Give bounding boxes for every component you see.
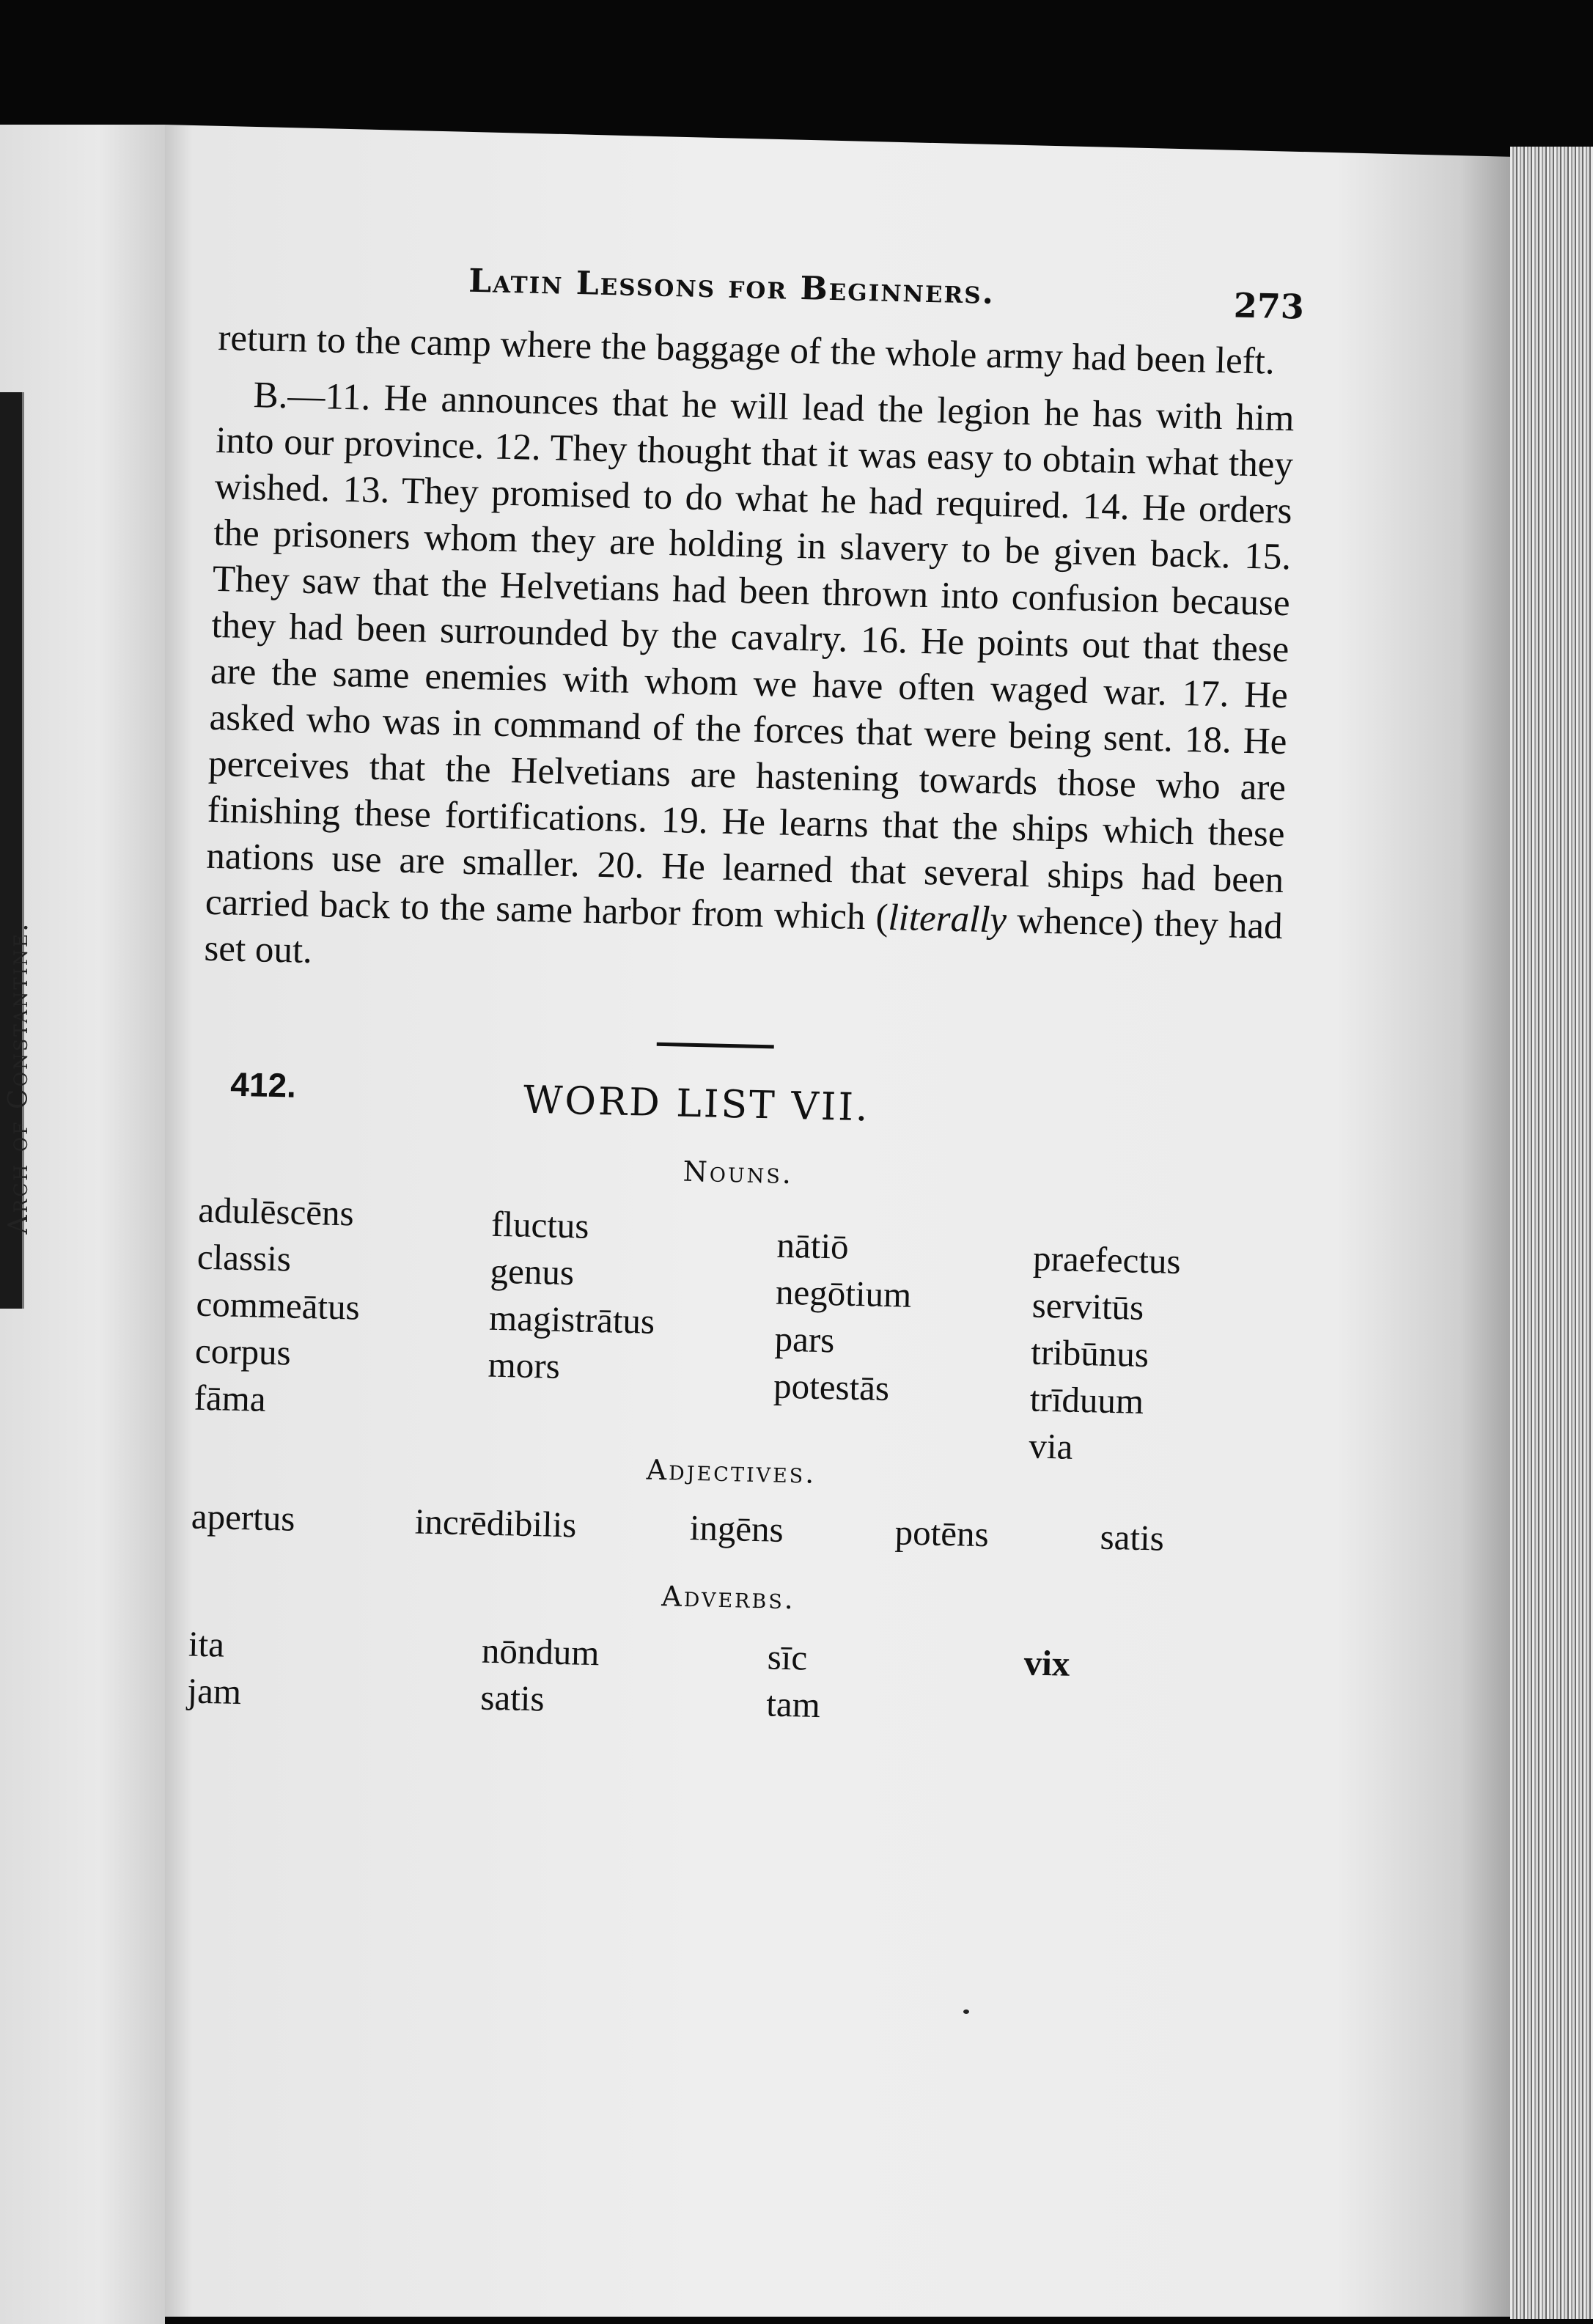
- noun-word: mors: [488, 1344, 561, 1386]
- adverb-word: jam: [186, 1670, 242, 1713]
- paragraph-1: return to the camp where the baggage of the whole army had been left.: [217, 317, 1276, 383]
- page-content: [186, 257, 1305, 1733]
- adverb-word: vix: [1023, 1642, 1071, 1684]
- section-divider: [657, 1043, 774, 1049]
- nouns-column-4: [1029, 1235, 1182, 1473]
- paragraph-2: [204, 372, 1295, 996]
- adverb-word: satis: [479, 1677, 545, 1719]
- noun-word: potestās: [773, 1365, 890, 1409]
- paragraph-2-italic: literally: [887, 897, 1007, 941]
- adverbs-column-3: [766, 1633, 822, 1729]
- adjectives-heading: Adjectives.: [646, 1453, 817, 1490]
- noun-word: via: [1028, 1425, 1073, 1467]
- adverb-word: nōndum: [481, 1630, 600, 1674]
- noun-word: trīduum: [1029, 1378, 1144, 1422]
- print-speck: [963, 2009, 969, 2014]
- running-head: Latin Lessons for Beginners.: [468, 262, 996, 312]
- adverbs-heading: Adverbs.: [661, 1580, 796, 1616]
- noun-word: fluctus: [490, 1203, 590, 1246]
- noun-word: magistrātus: [488, 1297, 655, 1342]
- noun-word: praefectus: [1032, 1238, 1182, 1282]
- nouns-column-1: [194, 1187, 362, 1425]
- adverbs-column-2: [480, 1628, 600, 1724]
- nouns-heading: Nouns.: [683, 1155, 794, 1191]
- noun-word: pars: [774, 1318, 835, 1361]
- section-number: 412.: [229, 1064, 297, 1105]
- adjective-word: ingēns: [689, 1507, 784, 1550]
- exercise-text: [204, 315, 1296, 996]
- adjective-word: apertus: [191, 1496, 296, 1539]
- paragraph-2-text: B.—11. He announces that he will lead the legion he has with him into our province. 12. They thought that it was easy to obtain what they wished. 13. They promised to do what he had required. 14. He orders the prisoners whom they are holding in slavery to be given back. 15. They saw that the Helvetians had been thrown into confusion because they had been surrounded by the cavalry. 16. He points out that these are the same enemies with whom we have often waged war. 17. He asked who was in command of the forces that were being sent. 18. He perceives that the Helvetians are hastening towards those who are finishing these fortifications. 19. He learns that the ships which these nations use are smaller. 20. He learned that several ships had been carried back to the same harbor from which (: [205, 375, 1295, 938]
- noun-word: corpus: [194, 1330, 292, 1373]
- adverbs-column-1: [187, 1621, 243, 1716]
- word-list-title: WORD LIST VII.: [523, 1078, 871, 1130]
- adjective-word: potēns: [894, 1512, 990, 1555]
- noun-word: genus: [490, 1250, 575, 1293]
- adverb-word: tam: [765, 1683, 821, 1726]
- noun-word: classis: [196, 1236, 292, 1279]
- nouns-column-2: [488, 1201, 658, 1392]
- adjective-word: satis: [1100, 1516, 1165, 1559]
- left-page-caption: Arch of Constantine.: [4, 921, 34, 1235]
- page-number: 273: [1233, 285, 1305, 327]
- noun-word: servitūs: [1031, 1284, 1144, 1328]
- adverb-word: sīc: [767, 1636, 808, 1678]
- adverbs-column-4: [1023, 1639, 1070, 1687]
- noun-word: adulēscēns: [197, 1189, 355, 1234]
- nouns-column-3: [773, 1222, 913, 1413]
- noun-word: negōtium: [775, 1271, 912, 1315]
- paragraph-2-tail: whence) they had set out.: [203, 900, 1284, 972]
- adjective-word: incrēdibilis: [414, 1501, 577, 1545]
- noun-word: commeātus: [195, 1283, 361, 1328]
- nouns-list: [193, 1180, 1276, 1468]
- noun-word: fāma: [194, 1377, 267, 1419]
- noun-word: tribūnus: [1030, 1331, 1149, 1375]
- page-edges: [1510, 147, 1593, 2319]
- adverb-word: ita: [188, 1623, 225, 1665]
- noun-word: nātiō: [776, 1224, 850, 1267]
